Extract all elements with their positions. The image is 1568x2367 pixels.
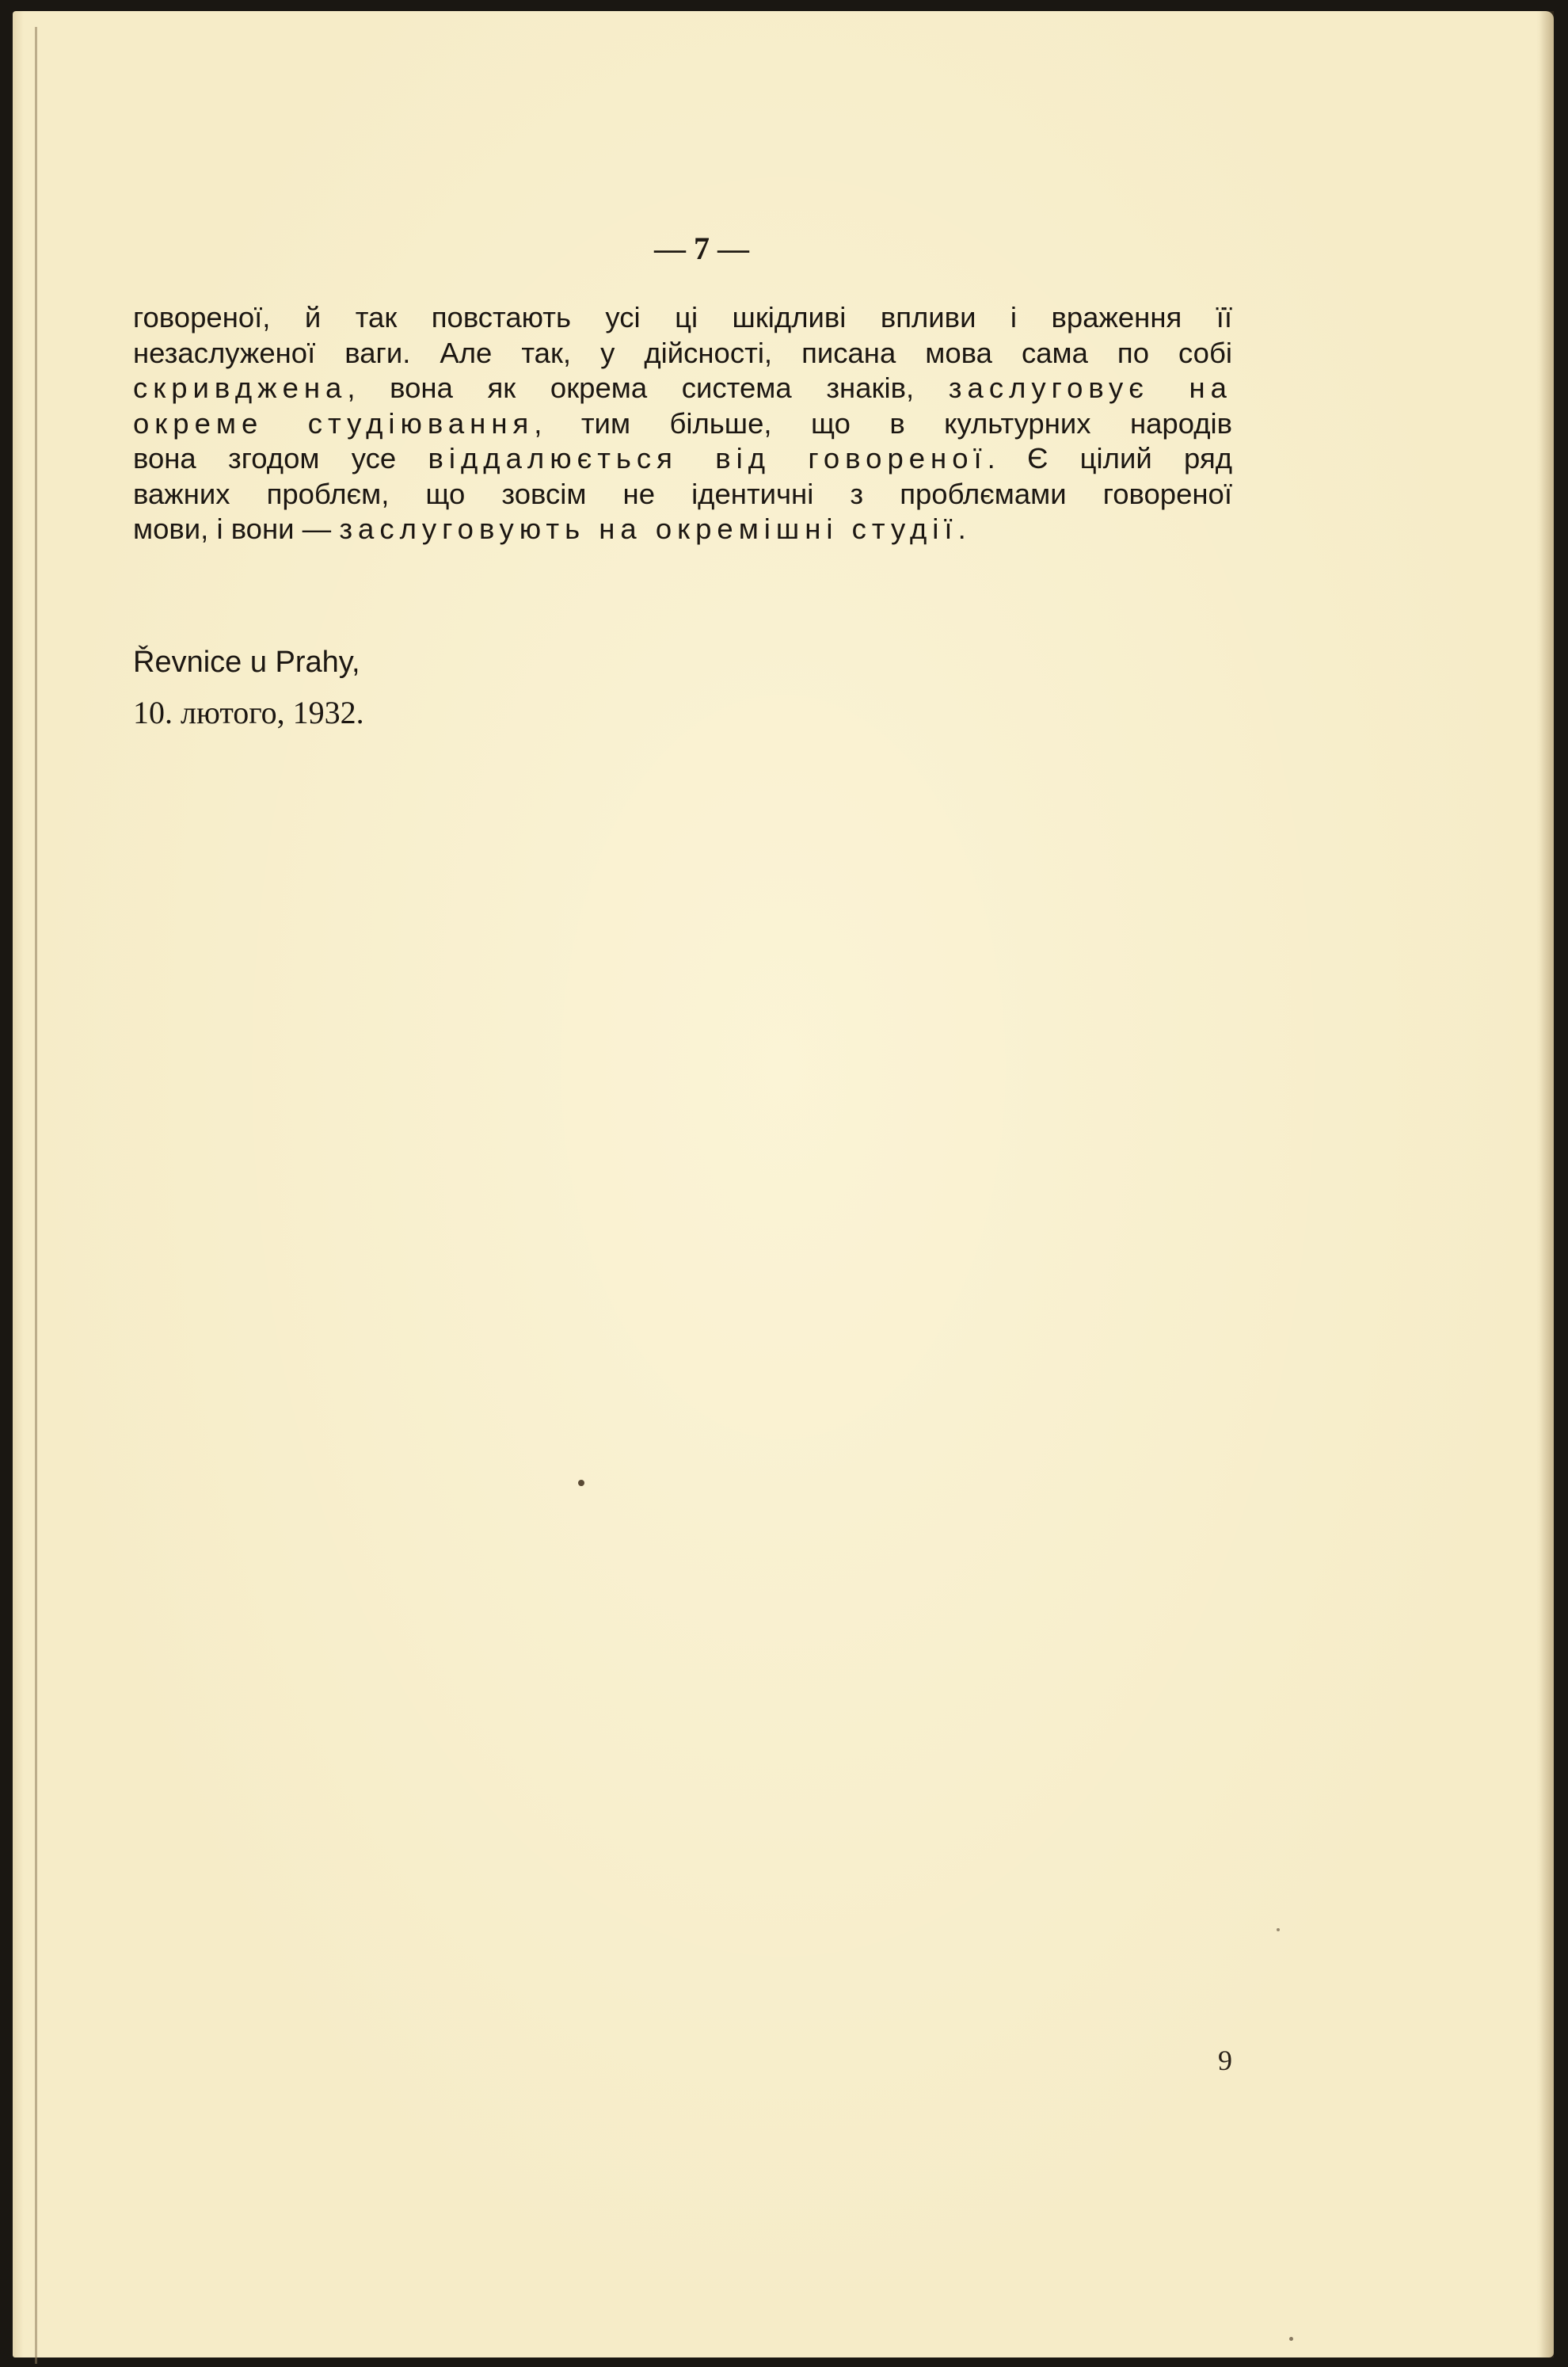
emphasized-text: віддалюється від говореної xyxy=(428,442,988,475)
emphasized-text: заслуговують на окремішні студії xyxy=(339,513,958,545)
text-line xyxy=(133,300,1232,336)
page-footer-number: 9 xyxy=(1218,2045,1232,2076)
paper-speck xyxy=(578,1480,584,1486)
text-line xyxy=(133,371,1232,406)
text-run: . Є цілий ряд xyxy=(987,442,1233,475)
emphasized-text: скривджена xyxy=(133,372,348,404)
signature-block xyxy=(133,637,364,738)
text-run: , вона як окрема система знаків, xyxy=(347,372,949,404)
page-edge-shadow xyxy=(1539,11,1554,2357)
text-line xyxy=(133,512,1232,547)
paper-speck xyxy=(1289,2337,1293,2341)
text-run: . xyxy=(957,513,966,545)
binding-edge xyxy=(35,27,37,2364)
signature-date: 10. лютого, 1932. xyxy=(133,695,364,730)
text-run: важних проблєм, що зовсім не ідентичні з проблємами говореної xyxy=(133,477,1232,510)
paper-speck xyxy=(1277,1928,1280,1931)
text-line xyxy=(133,441,1232,477)
body-paragraph xyxy=(133,300,1232,547)
page-header-number: — 7 — xyxy=(654,231,749,266)
text-run: вона згодом усе xyxy=(133,442,428,475)
signature-place: Řevnice u Prahy, xyxy=(133,646,360,679)
text-line xyxy=(133,336,1232,372)
text-line xyxy=(133,477,1232,513)
emphasized-text: окреме студіювання xyxy=(133,406,535,440)
text-run: говореної, й так повстають усі ці шкідливі впливи і враження її xyxy=(133,301,1232,334)
text-run: незаслуженої ваги. Але так, у дійсності, писана мова сама по собі xyxy=(133,336,1232,369)
book-page xyxy=(13,11,1554,2357)
text-line xyxy=(133,406,1232,442)
text-run: , тим більше, що в культурних народів xyxy=(534,406,1232,440)
text-run: мови, і вони — xyxy=(133,513,340,545)
emphasized-text: заслуговує на xyxy=(948,372,1232,404)
